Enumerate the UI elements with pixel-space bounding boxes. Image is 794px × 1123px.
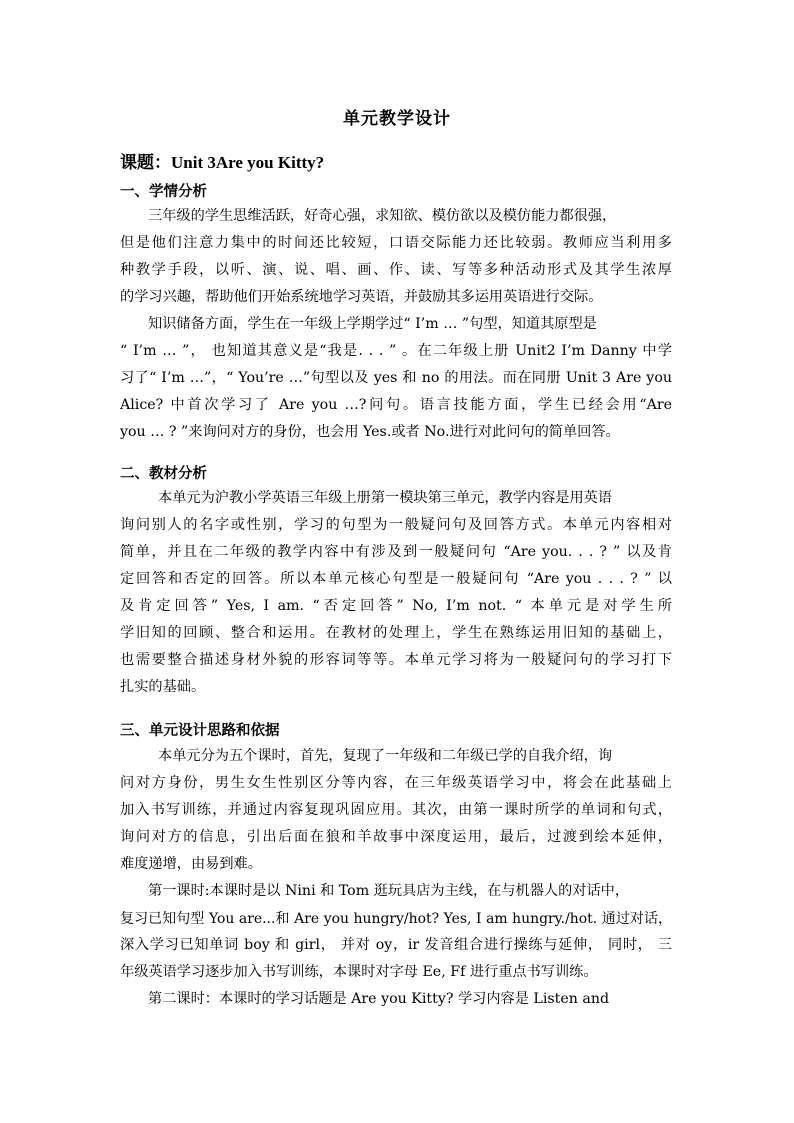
course-value: Unit 3Are you Kitty? bbox=[171, 153, 325, 172]
document-title: 单元教学设计 bbox=[343, 109, 451, 129]
paragraph-line: 复习已知句型 You are...和 Are you hungry/hot? Yes, I am hungry./hot. 通过对话， bbox=[120, 911, 672, 927]
section-heading-2: 二、教材分析 bbox=[120, 466, 207, 482]
paragraph-line: 简单，并且在二年级的教学内容中有涉及到一般疑问句 “Are you. . . ? ” 以及肯 bbox=[120, 544, 672, 560]
paragraph-line: 深入学习已知单词 boy 和 girl， 并对 oy，ir 发音组合进行操练与延伸， 同时， 三 bbox=[120, 937, 672, 953]
paragraph-line: 学旧知的回顾、整合和运用。在教材的处理上，学生在熟练运用旧知的基础上， bbox=[120, 625, 672, 641]
section-heading-1: 一、学情分析 bbox=[120, 184, 207, 200]
paragraph-line: 定回答和否定的回答。所以本单元核心句型是一般疑问句 “Are you . . . ? ” 以 bbox=[120, 571, 672, 587]
paragraph-line: 也需要整合描述身材外貌的形容词等等。本单元学习将为一般疑问句的学习打下 bbox=[120, 652, 672, 668]
paragraph-line: 问对方身份，男生女生性别区分等内容，在三年级英语学习中，将会在此基础上 bbox=[120, 775, 672, 791]
paragraph-line: 第二课时：本课时的学习话题是 Are you Kitty? 学习内容是 Listen and bbox=[148, 991, 610, 1007]
paragraph-line: 习了“ I’m …”，“ You’re …”句型以及 yes 和 no 的用法。而在同册 Unit 3 Are you bbox=[120, 370, 672, 386]
paragraph-line: 扎实的基础。 bbox=[120, 679, 206, 695]
paragraph-line: 询问对方的信息，引出后面在狼和羊故事中深度运用，最后，过渡到绘本延伸， bbox=[120, 829, 672, 845]
paragraph-line: 三年级的学生思维活跃，好奇心强，求知欲、模仿欲以及模仿能力都很强， bbox=[148, 208, 617, 224]
paragraph-line: 本单元为沪教小学英语三年级上册第一模块第三单元，教学内容是用英语 bbox=[158, 490, 613, 506]
paragraph-line: 种教学手段，以听、演、说、唱、画、作、读、写等多种活动形式及其学生浓厚 bbox=[120, 262, 672, 278]
section-heading-3: 三、单元设计思路和依据 bbox=[120, 723, 280, 739]
paragraph-line: 难度递增，由易到难。 bbox=[120, 856, 262, 872]
paragraph-line: 年级英语学习逐步加入书写训练，本课时对字母 Ee, Ff 进行重点书写训练。 bbox=[120, 964, 598, 980]
paragraph-line: Alice? 中首次学习了 Are you …?问句。语言技能方面，学生已经会用“Are bbox=[120, 397, 672, 413]
course-topic bbox=[120, 148, 324, 173]
paragraph-line: 但是他们注意力集中的时间还比较短，口语交际能力还比较弱。教师应当利用多 bbox=[120, 235, 672, 251]
paragraph-line: 询问别人的名字或性别，学习的句型为一般疑问句及回答方式。本单元内容相对 bbox=[120, 517, 672, 533]
paragraph-line: 本单元分为五个课时，首先，复现了一年级和二年级已学的自我介绍，询 bbox=[158, 748, 613, 764]
paragraph-line: you … ? ”来询问对方的身份，也会用 Yes.或者 No.进行对此问句的简单回答。 bbox=[120, 424, 620, 440]
paragraph-line: 及肯定回答” Yes, I am. “否定回答” No, I’m not. “ 本单元是对学生所 bbox=[120, 598, 672, 614]
paragraph-line: 的学习兴趣，帮助他们开始系统地学习英语，并鼓励其多运用英语进行交际。 bbox=[120, 289, 603, 305]
paragraph-line: 加入书写训练，并通过内容复现巩固应用。其次，由第一课时所学的单词和句式， bbox=[120, 802, 672, 818]
paragraph-line: “ I’m … ”， 也知道其意义是“我是. . . ” 。在二年级上册 Unit2 I’m Danny 中学 bbox=[120, 343, 672, 359]
paragraph-line: 第一课时:本课时是以 Nini 和 Tom 逛玩具店为主线，在与机器人的对话中， bbox=[148, 883, 630, 899]
course-label: 课题： bbox=[120, 153, 171, 173]
paragraph-line: 知识储备方面，学生在一年级上学期学过“ I’m … ”句型，知道其原型是 bbox=[148, 316, 597, 332]
